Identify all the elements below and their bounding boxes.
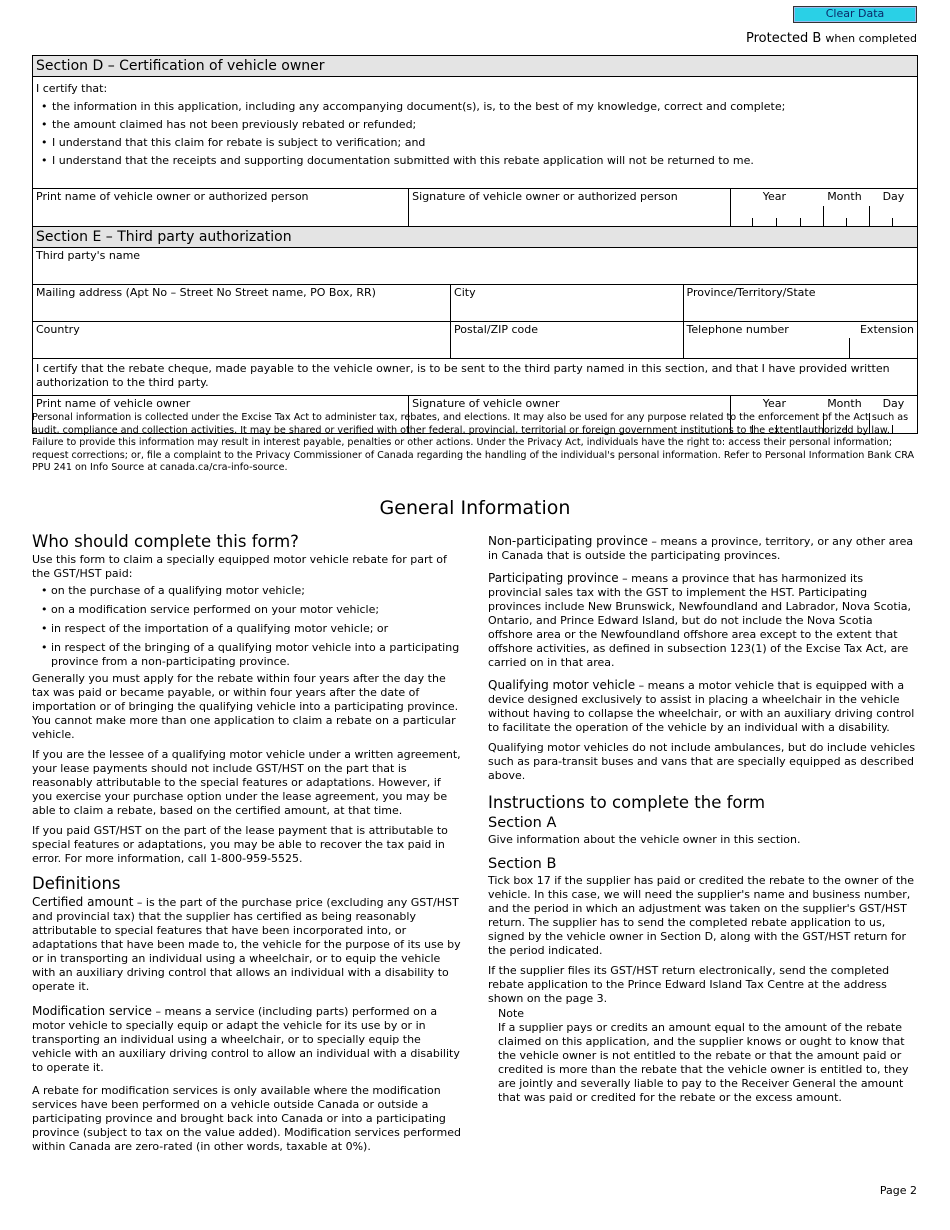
mailing-address-field[interactable]: Mailing address (Apt No – Street No Street name, PO Box, RR) (33, 285, 451, 321)
section-a-text: Give information about the vehicle owner in this section. (488, 833, 801, 846)
certified-amount-definition: Certified amount – is the part of the purchase price (excluding any GST/HST and provincial tax) that the supplier has certified as being reasonably attributable to special features that have been incorporated into, or adaptations that have been made to, the vehicle for the purpose of its use by or in transporting an individual using a wheelchair, or to equip the vehicle with an auxiliary driving control that allows an individual with a disability to operate it. (32, 895, 461, 993)
vehicle-owner-print-name-field[interactable]: Print name of vehicle owner (33, 396, 409, 433)
right-column (488, 534, 918, 1111)
who-paragraph: If you are the lessee of a qualifying motor vehicle under a written agreement, your lease payments should not include GST/HST on the part that is reasonably attributable to the special features or adaptations. However, if you exercise your purchase option under the lease agreement, you may be able to claim a rebate, based on the certified amount, at that time. (32, 748, 461, 817)
country-row (32, 322, 918, 359)
section-d-title: Section D – Certification of vehicle owner (33, 56, 917, 76)
clear-data-button[interactable]: Clear Data (793, 6, 917, 23)
certify-bullet: • the information in this application, including any accompanying document(s), is, to the best of my knowledge, correct and complete; (36, 98, 914, 116)
who-paragraph: Generally you must apply for the rebate within four years after the day the tax was paid or became payable, or within four years after the date of importation or of bringing the qualifying vehicle into a participating province. You cannot make more than one application to claim a rebate on a particular vehicle. (32, 672, 459, 741)
who-intro: Use this form to claim a specially equipped motor vehicle rebate for part of the GST/HST paid: (32, 553, 447, 580)
third-party-certify-text: I certify that the rebate cheque, made payable to the vehicle owner, is to be sent to the third party named in this section, and that I have provided written authorization to the third party. (36, 362, 890, 389)
privacy-notice: Personal information is collected under the Excise Tax Act to administer tax, rebates, and elections. It may also be used for any purpose related to the enforcement of the Act such as audit, compliance and collection activities. It may be shared or verified with other federal, provincial, territorial or foreign government institutions to the extent authorized by law. Failure to provide this information may result in interest payable, penalties or other actions. Under the Privacy Act, individuals have the right to: access their personal information; request corrections; or, file a complaint to the Privacy Commissioner of Canada regarding the handling of the individual's personal information. Refer to Personal Information Bank CRA PPU 241 on Info Source at canada.ca/cra-info-source. (32, 412, 915, 474)
definitions-title: Definitions (32, 874, 121, 893)
section-b-title: Section B (488, 856, 557, 872)
page-number: Page 2 (879, 1184, 917, 1197)
section-d-signature-row (32, 189, 918, 227)
postal-code-field[interactable]: Postal/ZIP code (451, 322, 683, 358)
extension-field[interactable]: Extension (849, 322, 917, 358)
who-title: Who should complete this form? (32, 532, 299, 551)
month-label: Month (827, 397, 862, 410)
third-party-name-field[interactable]: Third party's name (36, 249, 141, 262)
section-b-paragraph: Tick box 17 if the supplier has paid or credited the rebate to the owner of the vehicle. In this case, we will need the supplier's name and business number, and the period in which an adjustment was taken on the supplier's GST/HST return. The supplier has to send the completed rebate application to us, signed by the vehicle owner in Section D, along with the GST/HST return for the period indicated. (488, 874, 915, 957)
note-box (488, 1007, 918, 1105)
vehicle-owner-signature-field[interactable]: Signature of vehicle owner (409, 396, 731, 433)
who-bullet: • in respect of the importation of a qualifying motor vehicle; or (32, 622, 462, 636)
who-bullet: • on the purchase of a qualifying motor vehicle; (32, 584, 462, 598)
city-field[interactable]: City (451, 285, 683, 321)
modification-paragraph: A rebate for modification services is only available where the modification services have been performed on a vehicle outside Canada or outside a participating province and brought back into Canada or into a participating province (subject to tax on the value added). Modification services performed within Canada are zero-rated (in other words, taxable at 0%). (32, 1084, 461, 1153)
address-row (32, 285, 918, 322)
certify-bullet: • the amount claimed has not been previously rebated or refunded; (36, 116, 914, 134)
note-text: If a supplier pays or credits an amount equal to the amount of the rebate claimed on this application, and the supplier knows or ought to know that the vehicle owner is not entitled to the rebate or that the amount paid or credited is more than the rebate that the vehicle owner is entitled to, they are jointly and severally liable to pay to the Receiver General the amount that was paid or credited for the rebate or the excess amount. (498, 1021, 909, 1104)
general-information-title: General Information (379, 497, 571, 519)
third-party-name-row (32, 248, 918, 285)
participating-definition: Participating province – means a province that has harmonized its provincial sales tax with the GST to implement the HST. Participating provinces include New Brunswick, Newfoundland and Labrador, Nova Scotia, Ontario, and Prince Edward Island, but do not include the Nova Scotia offshore area or the Newfoundland offshore area except to the extent that offshore activities, as defined in subsection 123(1) of the Excise Tax Act, are carried on in that area. (488, 571, 911, 669)
who-bullet: • in respect of the bringing of a qualifying motor vehicle into a participating province from a non-participating province. (32, 641, 462, 669)
year-label: Year (762, 190, 787, 203)
country-field[interactable]: Country (33, 322, 451, 358)
non-participating-definition: Non-participating province – means a province, territory, or any other area in Canada that is outside the participating provinces. (488, 534, 914, 562)
owner-print-name-field[interactable]: Print name of vehicle owner or authorized person (33, 189, 409, 226)
certify-bullet: • I understand that this claim for rebate is subject to verification; and (36, 134, 914, 152)
modification-service-definition: Modification service – means a service (including parts) performed on a motor vehicle to specially equip or adapt the vehicle for its use by or in transporting an individual using a wheelchair, or to specially equip the vehicle with an auxiliary driving control to allow an individual with a disability to operate it. (32, 1004, 460, 1074)
who-paragraph: If you paid GST/HST on the part of the lease payment that is attributable to special features or adaptations, you may be able to recover the tax paid in error. For more information, call 1-800-959-5525. (32, 824, 448, 865)
qualifying-paragraph: Qualifying motor vehicles do not include ambulances, but do include vehicles such as para-transit buses and vans that are specially equipped as described above. (488, 741, 916, 782)
qualifying-vehicle-definition: Qualifying motor vehicle – means a motor vehicle that is equipped with a device designed exclusively to assist in placing a wheelchair in the vehicle without having to collapse the wheelchair, or with an auxiliary driving control to facilitate the operation of the vehicle by an individual with a disability. (488, 678, 915, 734)
province-field[interactable]: Province/Territory/State (686, 286, 816, 299)
left-column (32, 532, 462, 1160)
day-label: Day (882, 397, 905, 410)
section-e-title: Section E – Third party authorization (33, 227, 917, 247)
month-label: Month (827, 190, 862, 203)
certify-bullet: • I understand that the receipts and supporting documentation submitted with this rebate application will not be returned to me. (36, 152, 914, 170)
note-title: Note (498, 1007, 525, 1020)
third-party-certify-row (32, 359, 918, 396)
section-b-paragraph: If the supplier files its GST/HST return electronically, send the completed rebate application to the Prince Edward Island Tax Centre at the address shown on the page 3. (488, 964, 890, 1005)
year-label: Year (762, 397, 787, 410)
certify-intro: I certify that: (36, 82, 108, 95)
section-d-certification (32, 77, 918, 189)
owner-signature-field[interactable]: Signature of vehicle owner or authorized person (409, 189, 731, 226)
section-e-header (32, 227, 918, 248)
owner-date-field[interactable] (731, 189, 917, 226)
who-bullet: • on a modification service performed on your motor vehicle; (32, 603, 462, 617)
section-d-header (32, 55, 918, 77)
protected-label: Protected B when completed (746, 31, 917, 46)
telephone-field[interactable]: Telephone number (686, 323, 789, 336)
instructions-title: Instructions to complete the form (488, 793, 766, 812)
section-a-title: Section A (488, 815, 557, 831)
day-label: Day (882, 190, 905, 203)
certification-form (32, 55, 918, 434)
